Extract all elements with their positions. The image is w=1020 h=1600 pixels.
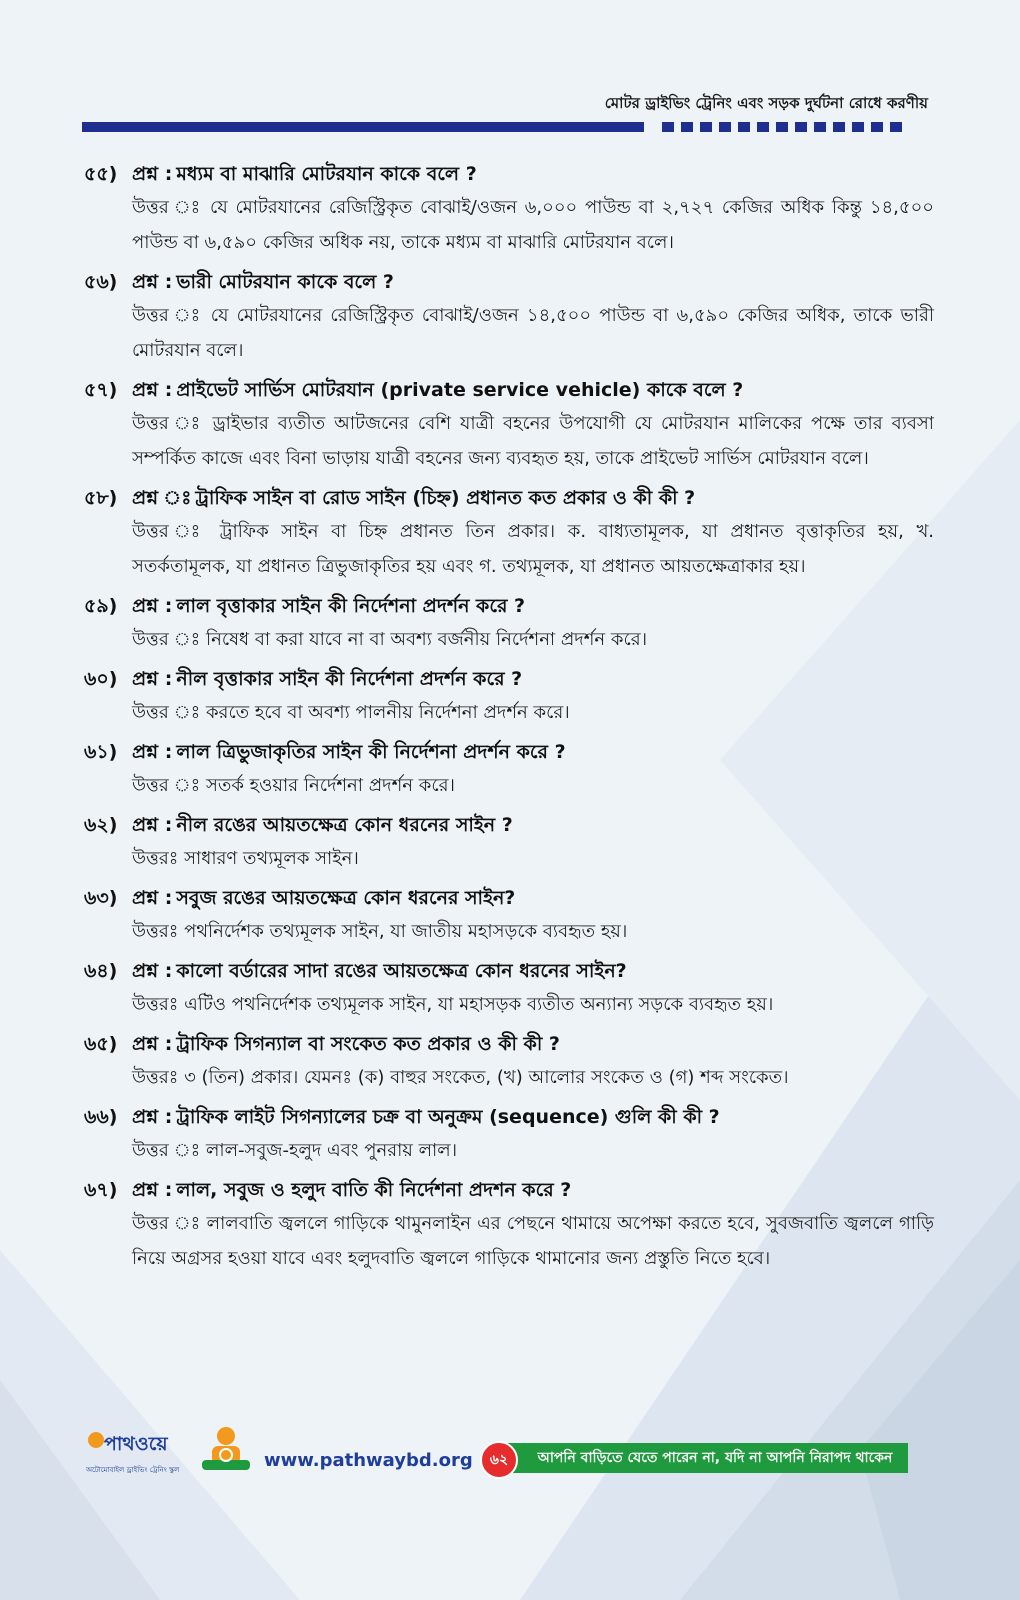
question-text: লাল ত্রিভুজাকৃতির সাইন কী নির্দেশনা প্রদর্শন করে ?	[176, 741, 566, 763]
question-label: প্রশ্ন :	[132, 814, 173, 836]
qa-item	[84, 663, 934, 730]
qa-list	[84, 158, 934, 1282]
question-line	[84, 882, 934, 914]
question-line	[84, 736, 934, 768]
question-line	[84, 955, 934, 987]
question-label: প্রশ্ন :	[132, 668, 173, 690]
website-link[interactable]: www.pathwaybd.org	[264, 1450, 473, 1471]
question-number: ৬১)	[84, 741, 118, 763]
page-footer	[0, 1410, 1020, 1490]
question-label: প্রশ্ন :	[132, 1179, 173, 1201]
question-label: প্রশ্ন :	[132, 960, 173, 982]
answer-text: উত্তর ঃ ট্রাফিক সাইন বা চিহ্ন প্রধানত তিন প্রকার। ক. বাধ্যতামূলক, যা প্রধানত বৃত্তাকৃতির হয়, খ. সতর্কতামূলক, যা প্রধানত ত্রিভুজাকৃতির হয় এবং গ. তথ্যমূলক, যা প্রধানত আয়তক্ষেত্রাকার হয়।	[132, 521, 934, 577]
question-text: লাল বৃত্তাকার সাইন কী নির্দেশনা প্রদর্শন করে ?	[176, 595, 526, 617]
question-line	[84, 374, 934, 406]
qa-item	[84, 590, 934, 657]
question-text: ট্রাফিক সাইন বা রোড সাইন (চিহ্ন) প্রধানত কত প্রকার ও কী কী ?	[195, 487, 696, 509]
answer-text: উত্তরঃ পথনির্দেশক তথ্যমূলক সাইন, যা জাতীয় মহাসড়কে ব্যবহৃত হয়।	[132, 921, 628, 942]
header-dots	[662, 122, 902, 132]
question-label: প্রশ্ন :	[132, 1033, 173, 1055]
qa-item	[84, 1101, 934, 1168]
question-label: প্রশ্ন ঃ	[132, 487, 192, 509]
question-text: লাল, সবুজ ও হলুদ বাতি কী নির্দেশনা প্রদশন করে ?	[176, 1179, 572, 1201]
qa-item	[84, 736, 934, 803]
answer-text: উত্তরঃ ৩ (তিন) প্রকার। যেমনঃ (ক) বাহুর সংকেত, (খ) আলোর সংকেত ও (গ) শব্দ সংকেত।	[132, 1067, 789, 1088]
question-text: প্রাইভেট সার্ভিস মোটরযান (private service vehicle) কাকে বলে ?	[176, 379, 744, 401]
answer-text: উত্তরঃ সাধারণ তথ্যমূলক সাইন।	[132, 848, 359, 869]
question-label: প্রশ্ন :	[132, 741, 173, 763]
person-icon	[88, 1432, 104, 1448]
question-label: প্রশ্ন :	[132, 271, 173, 293]
question-number: ৫৮)	[84, 487, 118, 509]
qa-item	[84, 955, 934, 1022]
question-line	[84, 590, 934, 622]
running-header-title: মোটর ড্রাইভিং ট্রেনিং এবং সড়ক দুর্ঘটনা রোধে করণীয়	[604, 94, 928, 112]
question-number: ৬৫)	[84, 1033, 118, 1055]
question-number: ৬২)	[84, 814, 118, 836]
question-line	[84, 1101, 934, 1133]
question-number: ৬৬)	[84, 1106, 118, 1128]
answer-text: উত্তরঃ এটিও পথনির্দেশক তথ্যমূলক সাইন, যা মহাসড়ক ব্যতীত অন্যান্য সড়কে ব্যবহৃত হয়।	[132, 994, 774, 1015]
question-text: সবুজ রঙের আয়তক্ষেত্র কোন ধরনের সাইন?	[176, 887, 516, 909]
qa-item	[84, 1028, 934, 1095]
qa-item	[84, 482, 934, 584]
question-text: ট্রাফিক লাইট সিগন্যালের চক্র বা অনুক্রম (sequence) গুলি কী কী ?	[176, 1106, 720, 1128]
question-number: ৬৭)	[84, 1179, 118, 1201]
driver-emblem-icon	[198, 1424, 254, 1478]
page-number-badge: ৬২	[480, 1441, 518, 1479]
question-text: ট্রাফিক সিগন্যাল বা সংকেত কত প্রকার ও কী কী ?	[176, 1033, 560, 1055]
qa-item	[84, 158, 934, 260]
qa-item	[84, 882, 934, 949]
qa-item	[84, 1174, 934, 1276]
logo-subtitle: অটোমোবাইল ড্রাইভিং ট্রেনিং স্কুল	[86, 1466, 180, 1474]
question-number: ৬৪)	[84, 960, 118, 982]
qa-item	[84, 266, 934, 368]
answer-text: উত্তর ঃ সতর্ক হওয়ার নির্দেশনা প্রদর্শন করে।	[132, 775, 455, 796]
slogan-banner: আপনি বাড়িতে যেতে পারেন না, যদি না আপনি নিরাপদ থাকেন	[500, 1443, 908, 1473]
question-line	[84, 1028, 934, 1060]
question-line	[84, 158, 934, 190]
header-rule	[82, 122, 644, 132]
question-number: ৫৯)	[84, 595, 118, 617]
question-line	[84, 266, 934, 298]
question-number: ৬৩)	[84, 887, 118, 909]
question-line	[84, 1174, 934, 1206]
question-line	[84, 663, 934, 695]
qa-item	[84, 809, 934, 876]
question-label: প্রশ্ন :	[132, 163, 173, 185]
question-line	[84, 482, 934, 514]
question-text: মধ্যম বা মাঝারি মোটরযান কাকে বলে ?	[176, 163, 477, 185]
answer-text: উত্তর ঃ যে মোটরযানের রেজিস্ট্রিকৃত বোঝাই/ওজন ৬,০০০ পাউন্ড বা ২,৭২৭ কেজির অধিক কিন্তু ১৪,৫০০ পাউন্ড বা ৬,৫৯০ কেজির অধিক নয়, তাকে মধ্যম বা মাঝারি মোটরযান বলে।	[132, 197, 934, 253]
question-label: প্রশ্ন :	[132, 887, 173, 909]
answer-text: উত্তর ঃ লাল-সবুজ-হলুদ এবং পুনরায় লাল।	[132, 1140, 458, 1161]
question-number: ৫৭)	[84, 379, 118, 401]
answer-text: উত্তর ঃ যে মোটরযানের রেজিস্ট্রিকৃত বোঝাই/ওজন ১৪,৫০০ পাউন্ড বা ৬,৫৯০ কেজির অধিক, তাকে ভারী মোটরযান বলে।	[132, 305, 934, 361]
question-text: কালো বর্ডারের সাদা রঙের আয়তক্ষেত্র কোন ধরনের সাইন?	[176, 960, 627, 982]
pathway-logo	[86, 1430, 190, 1476]
answer-text: উত্তর ঃ নিষেধ বা করা যাবে না বা অবশ্য বর্জনীয় নির্দেশনা প্রদর্শন করে।	[132, 629, 648, 650]
question-number: ৫৫)	[84, 163, 118, 185]
answer-text: উত্তর ঃ করতে হবে বা অবশ্য পালনীয় নির্দেশনা প্রদর্শন করে।	[132, 702, 570, 723]
qa-item	[84, 374, 934, 476]
question-text: নীল বৃত্তাকার সাইন কী নির্দেশনা প্রদর্শন করে ?	[176, 668, 523, 690]
question-number: ৫৬)	[84, 271, 118, 293]
question-label: প্রশ্ন :	[132, 595, 173, 617]
logo-name: পাথওয়ে	[104, 1433, 168, 1455]
question-text: ভারী মোটরযান কাকে বলে ?	[176, 271, 394, 293]
answer-text: উত্তর ঃ লালবাতি জ্বললে গাড়িকে থামুনলাইন এর পেছনে থামায়ে অপেক্ষা করতে হবে, সুবজবাতি জ্বললে গাড়ি নিয়ে অগ্রসর হওয়া যাবে এবং হলুদবাতি জ্বললে গাড়িকে থামানোর জন্য প্রস্তুতি নিতে হবে।	[132, 1213, 934, 1269]
question-text: নীল রঙের আয়তক্ষেত্র কোন ধরনের সাইন ?	[176, 814, 513, 836]
question-label: প্রশ্ন :	[132, 379, 173, 401]
question-line	[84, 809, 934, 841]
question-number: ৬০)	[84, 668, 118, 690]
answer-text: উত্তর ঃ ড্রাইভার ব্যতীত আটজনের বেশি যাত্রী বহনের উপযোগী যে মোটরযান মালিকের পক্ষে তার ব্যবসা সম্পর্কিত কাজে এবং বিনা ভাড়ায় যাত্রী বহনের জন্য ব্যবহৃত হয়, তাকে প্রাইভেট সার্ভিস মোটরযান বলে।	[132, 413, 934, 469]
question-label: প্রশ্ন :	[132, 1106, 173, 1128]
